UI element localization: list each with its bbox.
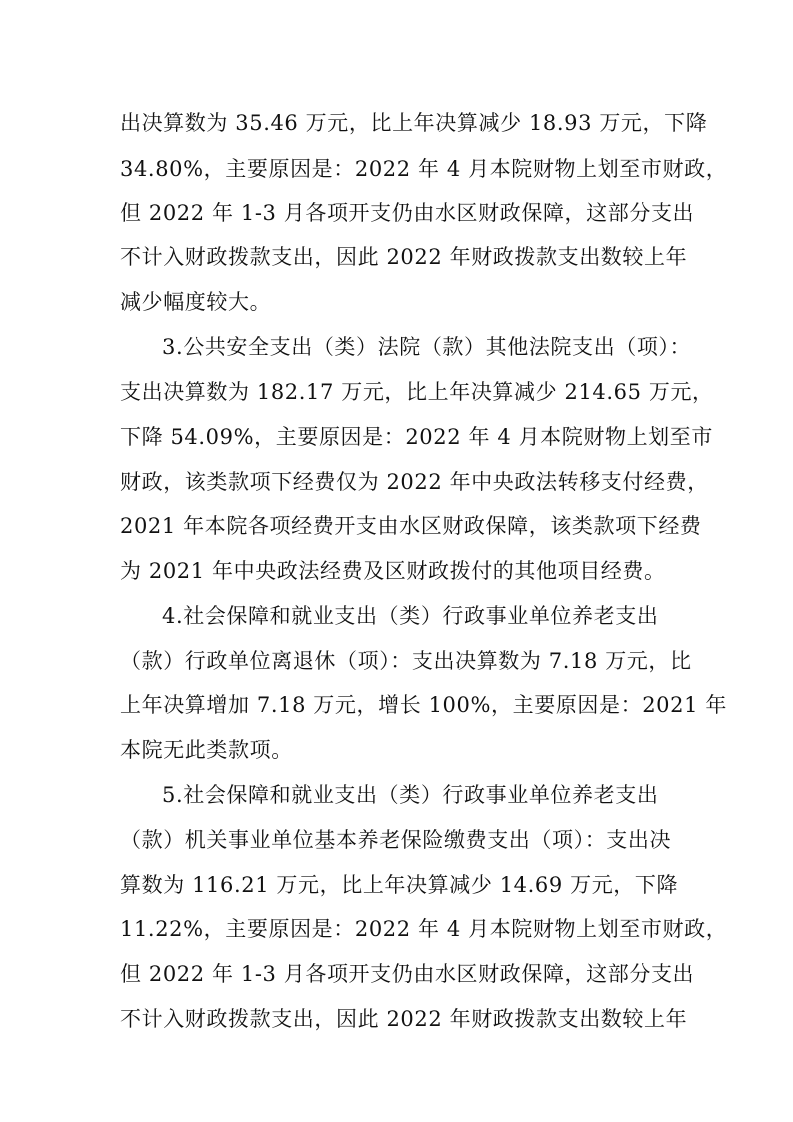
text-line-17: （款）机关事业单位基本养老保险缴费支出（项）：支出决 [120,828,672,852]
text-line-19: 11.22%，主要原因是：2022 年 4 月本院财物上划至市财政， [120,917,728,941]
text-line-3: 但 2022 年 1-3 月各项开支仍由水区财政保障，这部分支出 [120,201,695,225]
text-line-7: 支出决算数为 182.17 万元，比上年决算减少 214.65 万元， [120,380,714,404]
text-line-13: （款）行政单位离退休（项）：支出决算数为 7.18 万元，比 [120,649,692,673]
text-line-21: 不计入财政拨款支出，因此 2022 年财政拨款支出数较上年 [120,1007,688,1031]
text-line-9: 财政，该类款项下经费仅为 2022 年中央政法转移支付经费， [120,470,709,494]
text-line-5: 减少幅度较大。 [120,290,272,314]
text-line-1: 出决算数为 35.46 万元，比上年决算减少 18.93 万元，下降 [120,111,708,135]
paragraph-4-start: 4.社会保障和就业支出（类）行政事业单位养老支出 [162,604,659,628]
text-line-4: 不计入财政拨款支出，因此 2022 年财政拨款支出数较上年 [120,245,688,269]
text-line-15: 本院无此类款项。 [120,738,293,762]
text-line-2: 34.80%，主要原因是：2022 年 4 月本院财物上划至市财政， [120,157,728,181]
paragraph-3-start: 3.公共安全支出（类）法院（款）其他法院支出（项）： [162,335,692,359]
text-line-20: 但 2022 年 1-3 月各项开支仍由水区财政保障，这部分支出 [120,962,695,986]
text-line-11: 为 2021 年中央政法经费及区财政拨付的其他项目经费。 [120,559,666,583]
text-line-10: 2021 年本院各项经费开支由水区财政保障，该类款项下经费 [120,514,702,538]
text-line-8: 下降 54.09%，主要原因是：2022 年 4 月本院财物上划至市 [120,425,713,449]
paragraph-5-start: 5.社会保障和就业支出（类）行政事业单位养老支出 [162,783,659,807]
text-line-18: 算数为 116.21 万元，比上年决算减少 14.69 万元，下降 [120,873,679,897]
text-line-14: 上年决算增加 7.18 万元，增长 100%，主要原因是：2021 年 [120,693,727,717]
